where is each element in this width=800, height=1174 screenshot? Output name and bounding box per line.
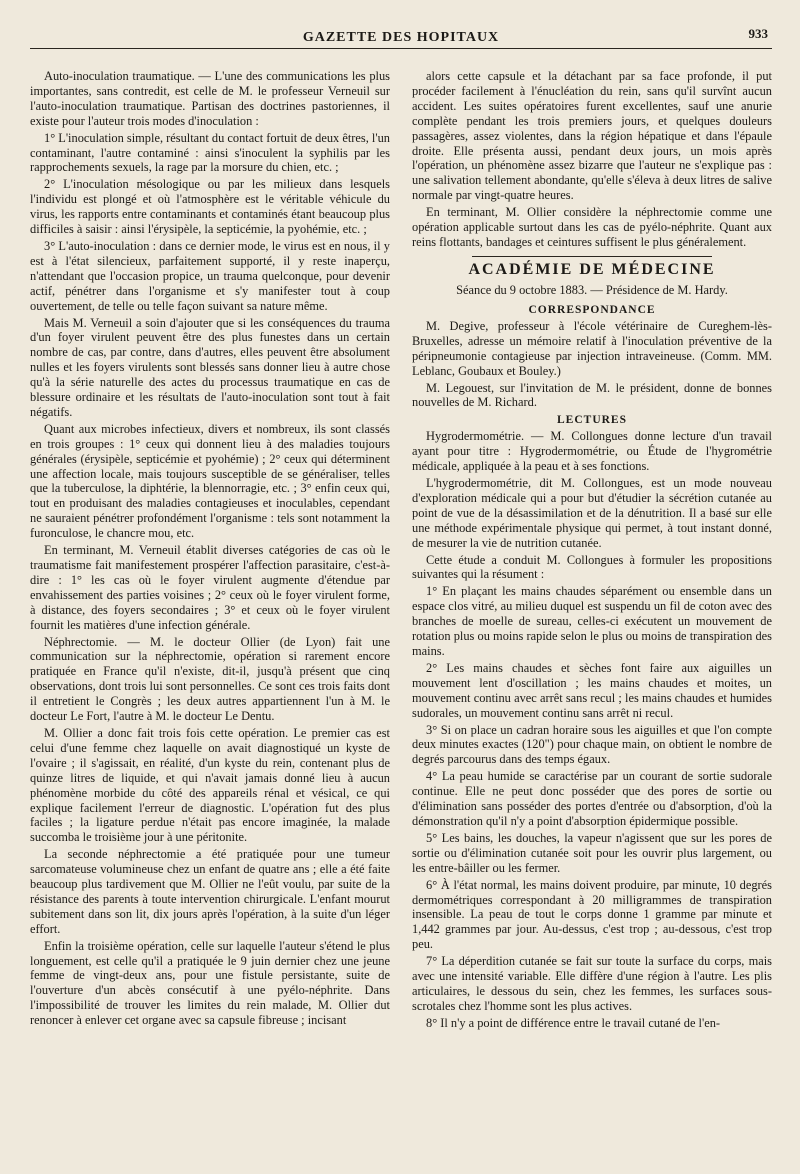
paragraph: Néphrectomie. — M. le docteur Ollier (de Lyon) fait une communication sur la néphrectomie, opération si rarement encore pratiquée en France qu'il n'existe, dit-il, jusqu'à présent que cinq observations, dont trois lui sont personnelles. Ce sont ces trois faits dont il entretient le Congrès ; les deux autres appartiennent l'un à M. le docteur Le Fort, l'autre à M. le docteur Le Dentu. [30, 634, 390, 724]
paragraph: 1° L'inoculation simple, résultant du contact fortuit de deux êtres, l'un contaminant, l'autre contaminé : ainsi s'inoculent la syphilis par les rapprochements sexuels, la rage par la morsure du chien, etc. ; [30, 130, 390, 175]
paragraph: 7° La déperdition cutanée se fait sur toute la surface du corps, mais avec une intensité variable. Elle diffère d'une région à l'autre. Les plis articulaires, le dessous du sein, chez les femmes, les surfaces sous-scrotales chez l'homme sont les plus actives. [412, 954, 772, 1013]
paragraph: Enfin la troisième opération, celle sur laquelle l'auteur s'étend le plus longuement, est celle qu'il a pratiquée le 9 juin dernier chez une jeune femme de vingt-deux ans, pour une fistule persistante, suite de l'ouverture d'un abcès consécutif à une pyélo-néphrite. Dans l'impossibilité de trouver les limites du rein malade, M. Ollier dut renoncer à enlever cet organe avec sa capsule fibreuse ; incisant [30, 938, 390, 1028]
journal-title: GAZETTE DES HOPITAUX [302, 30, 500, 45]
paragraph: 4° La peau humide se caractérise par un courant de sortie sudorale continue. Elle ne peut donc posséder que des pores de sortie ou d'élimination sans posséder des portes d'entrée ou d'absorption, d'où la démonstration qu'il n'y a point d'absorption épidermique possible. [412, 769, 772, 828]
paragraph: 5° Les bains, les douches, la vapeur n'agissent que sur les pores de sortie ou d'élimination cutanée soit pour les ouvrir plus largement, ou les entre-bâiller ou les fermer. [412, 830, 772, 875]
lectures-heading: LECTURES [557, 414, 627, 427]
session-line: Séance du 9 octobre 1883. — Présidence de M. Hardy. [456, 282, 728, 297]
paragraph: M. Legouest, sur l'invitation de M. le président, donne de bonnes nouvelles de M. Richard. [412, 380, 772, 410]
page-number: 933 [748, 26, 768, 41]
paragraph: alors cette capsule et la détachant par sa face profonde, il put procéder facilement à l'énucléation du rein, sans qu'il survînt aucun accident. Les suites opératoires furent excellentes, sauf une anurie complète pendant les trois premiers jours, et quelques douleurs passagères, assez violentes, dans la région hépatique et dans l'épaule droite. Elle présenta aussi, pendant deux jours, un mois après l'opération, un phénomène assez bizarre que l'auteur ne s'explique pas : une salivation tellement abondante, qu'elle s'éleva à deux litres de salive normale par vingt-quatre heures. [412, 69, 772, 203]
paragraph: Mais M. Verneuil a soin d'ajouter que si les conséquences du trauma d'un foyer virulent peuvent être des plus funestes dans un certain nombre de cas, par contre, dans d'autres, elles peuvent être absolument nulles et les foyers virulents sont blessés sans donner lieu à autre chose qu'à la série naturelle des actes du processus traumatique en cas de blessure ordinaire et les résultats de l'auto-inoculation sont tout à fait négatifs. [30, 315, 390, 419]
paragraph: En terminant, M. Ollier considère la néphrectomie comme une opération applicable surtout dans les cas de pyélo-néphrite. Quant aux reins flottants, bandages et ceintures suffisent le plus généralement. [412, 205, 772, 249]
paragraph: 2° L'inoculation mésologique ou par les milieux dans lesquels l'individu est plongé et où l'atmosphère est le véritable véhicule du virus, les rapports entre contaminants et contaminés étant beaucoup plus difficiles à saisir : ainsi l'érysipèle, la septicémie, la pyohémie, etc. ; [30, 177, 390, 237]
right-column [412, 69, 772, 1174]
academy-title: ACADÉMIE DE MÉDECINE [468, 260, 716, 278]
paragraph: Cette étude a conduit M. Collongues à formuler les propositions suivantes qui la résument : [412, 552, 772, 582]
paragraph: 6° À l'état normal, les mains doivent produire, par minute, 10 degrés dermométriques correspondant à 20 milligrammes de transpiration insensible. La peau de tout le corps donne 1 gramme par minute et 1,442 grammes par jour. Au-dessus, c'est trop ; au-dessous, c'est trop peu. [412, 877, 772, 952]
correspondence-heading: CORRESPONDANCE [528, 303, 656, 316]
paragraph: La seconde néphrectomie a été pratiquée pour une tumeur sarcomateuse volumineuse chez un enfant de quatre ans ; elle a été faite beaucoup plus tardivement que M. Ollier ne l'eût voulu, par suite de la résistance des parents à toute intervention chirurgicale. L'enfant mourut subitement dans son lit, dix jours après l'opération, à la suite d'un léger effort. [30, 847, 390, 936]
paragraph: Quant aux microbes infectieux, divers et nombreux, ils sont classés en trois groupes : 1° ceux qui donnent lieu à des maladies toujours générales (érysipèle, septicémie et pyohémie) ; 2° ceux qui déterminent une affection locale, mais toujours susceptible de se généraliser, telles que la tuberculose, la diphtérie, la blennorragie, etc. ; 3° enfin ceux qui, tout en produisant des maladies contagieuses et inoculables, cependant ne sauraient pénétrer profondément l'organisme : tels sont notamment la furonculose, le chancre mou, etc. [30, 421, 390, 541]
section-divider [472, 256, 712, 257]
page-header [30, 26, 772, 49]
paragraph: Auto-inoculation traumatique. — L'une des communications les plus importantes, sans contredit, est celle de M. le professeur Verneuil sur l'auto-inoculation traumatique. Partisan des doctrines pastoriennes, il existe pour l'auteur trois modes d'inoculation : [30, 69, 390, 128]
paragraph: M. Degive, professeur à l'école vétérinaire de Cureghem-lès-Bruxelles, adresse un mémoire relatif à l'inoculation préventive de la péripneumonie contagieuse par injection intraveineuse. (Comm. MM. Leblanc, Goubaux et Bouley.) [412, 318, 772, 378]
paragraph: 8° Il n'y a point de différence entre le travail cutané de l'en- [426, 1015, 721, 1030]
paragraph: 3° L'auto-inoculation : dans ce dernier mode, le virus est en nous, il y est à l'état silencieux, parfaitement supporté, il y reste inaperçu, n'attendant que l'occasion propice, un trauma quelconque, pour devenir actif, pénétrer dans l'organisme et s'y manifester tout à coup ouvertement, de telle ou telle façon suivant sa nature même. [30, 238, 390, 313]
paragraph: M. Ollier a donc fait trois fois cette opération. Le premier cas est celui d'une femme chez laquelle on avait diagnostiqué un kyste de l'ovaire ; il s'agissait, en réalité, d'un kyste du rein, contenant plus de quinze litres de liquide, et qui n'avait jamais donné lieu à aucun phénomène morbide du côté des appareils rénal et vésical, ce qui explique facilement l'erreur de diagnostic. L'opération fut des plus faciles ; la ligature perdue n'était pas encore imaginée, la malade succomba le troisième jour à une péritonite. [30, 725, 390, 845]
paragraph: Hygrodermométrie. — M. Collongues donne lecture d'un travail ayant pour titre : Hygrodermométrie, ou Étude de l'hygrométrie médicale, appliquée à la peau et à ses fonctions. [412, 429, 772, 474]
paragraph: En terminant, M. Verneuil établit diverses catégories de cas où le traumatisme fait manifestement prospérer l'affection parasitaire, c'est-à-dire : 1° les cas où le foyer virulent augmente d'étendue par envahissement des parties voisines ; 2° ceux où le foyer virulent forme, à distance, des foyers secondaires ; 3° et ceux où le foyer virulent fournit les matières d'une infection générale. [30, 543, 390, 632]
paragraph: L'hygrodermométrie, dit M. Collongues, est un mode nouveau d'exploration médicale qui a pour but d'étudier la sécrétion cutanée au point de vue de la désassimilation et de la dénutrition. Il a basé sur elle une méthode expérimentale physique qui permet, à tout instant donné, de mesurer la vie de nutrition cutanée. [412, 476, 772, 550]
left-column [30, 69, 390, 1174]
paragraph: 2° Les mains chaudes et sèches font faire aux aiguilles un mouvement lent d'oscillation ; les mains chaudes et moites, un mouvement continu avec arrêt sans recul ; les mains chaudes et humides sudorales, un mouvement continu sans arrêt ni recul. [412, 660, 772, 720]
paragraph: 3° Si on place un cadran horaire sous les aiguilles et que l'on compte deux minutes exactes (120") pour chaque main, on obtient le nombre de degrés parcourus dans des temps égaux. [412, 722, 772, 767]
paragraph: 1° En plaçant les mains chaudes séparément ou ensemble dans un espace clos vitré, au milieu duquel est suspendu un fil de coton avec des branches de moelle de sureau, celles-ci exécutent un mouvement de rotation plus ou moins rapide selon le plus ou moins de transpiration des mains. [412, 584, 772, 658]
